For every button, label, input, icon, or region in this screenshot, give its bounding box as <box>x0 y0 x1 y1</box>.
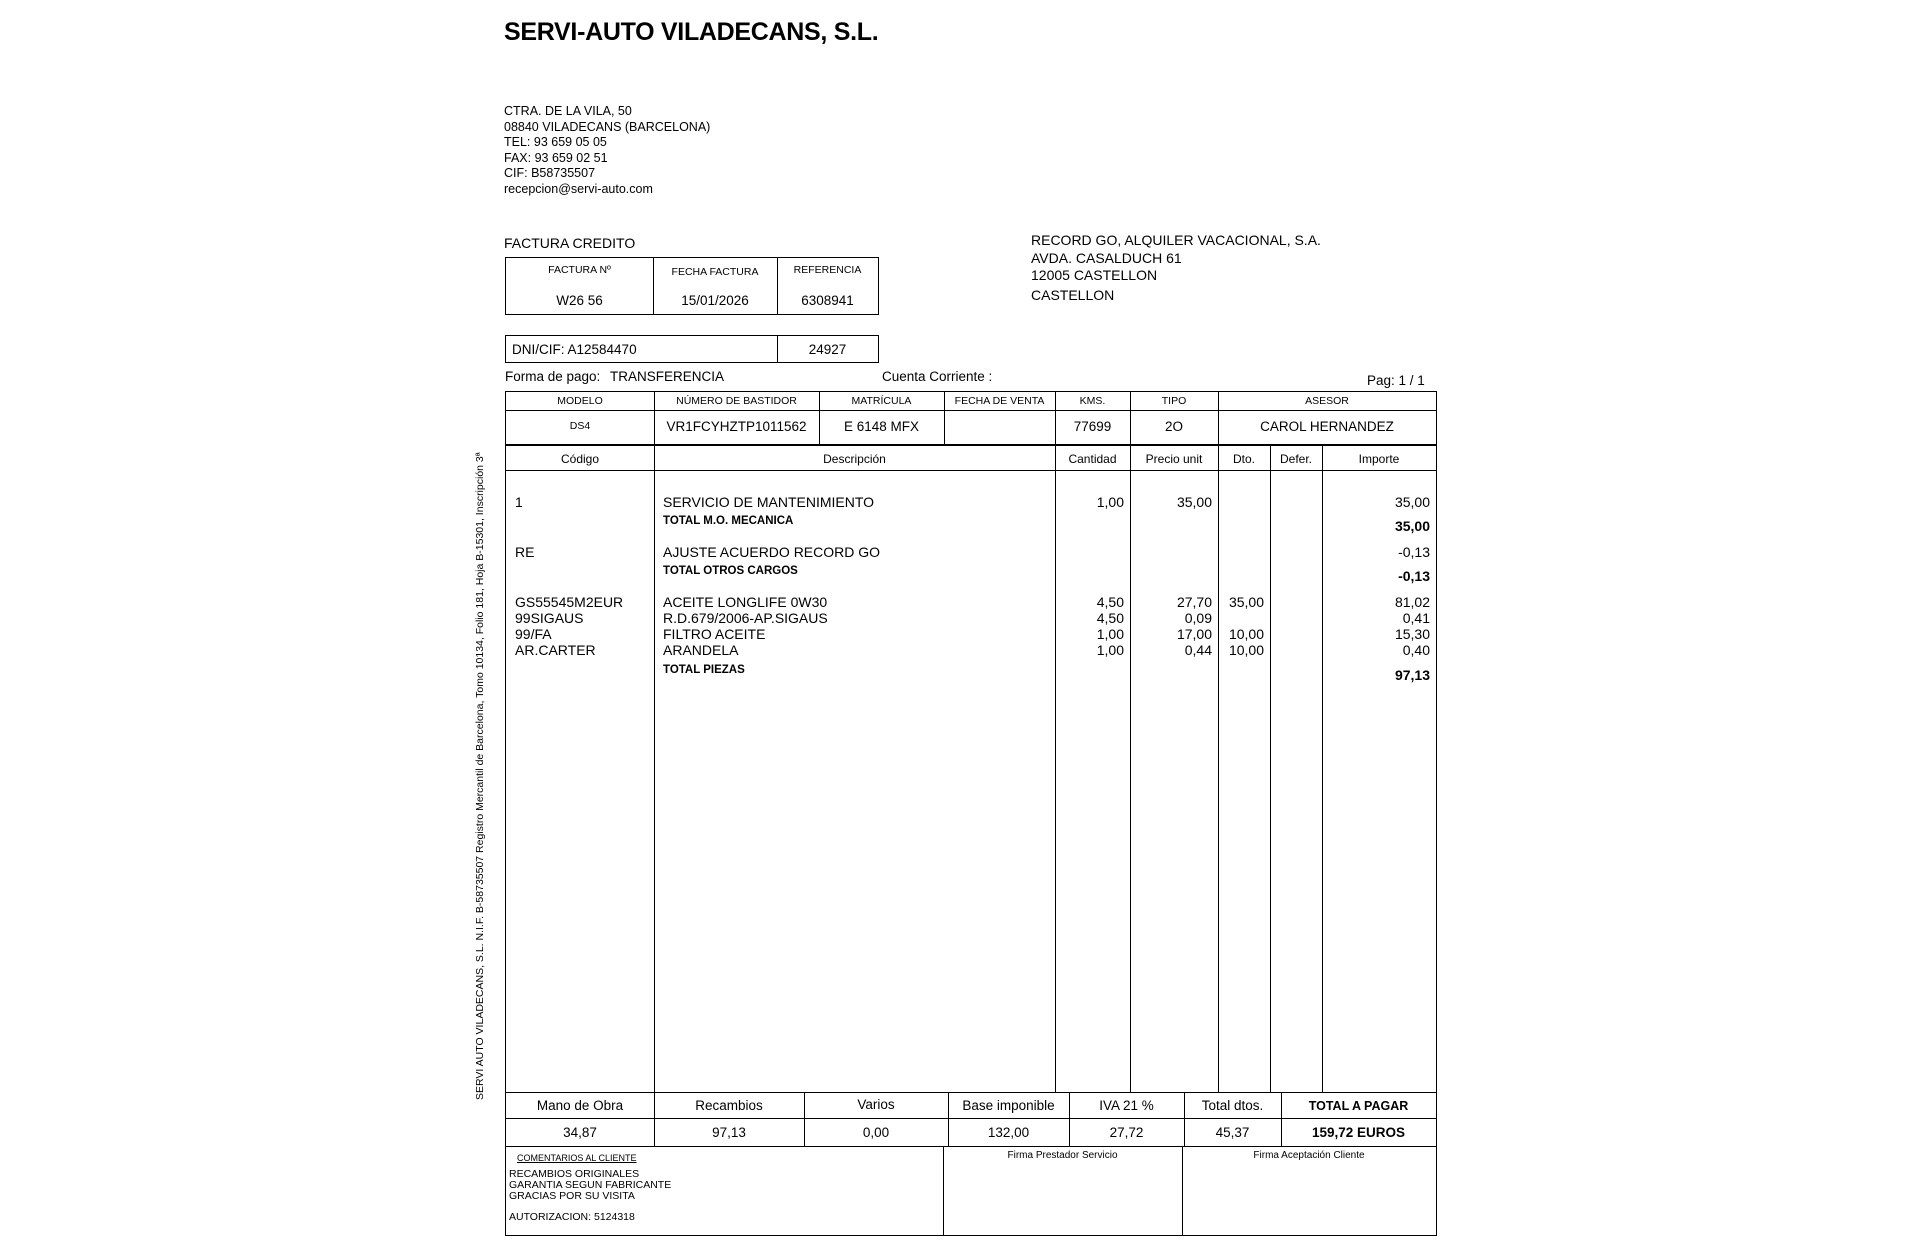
registry-note: SERVI AUTO VILADECANS, S.L. N.I.F. B-58735507 Registro Mercantil de Barcelona, Tomo 10134, Folio 181, Hoja B-15301, Inscripción 3ª <box>474 452 486 1100</box>
subtotal-label: TOTAL PIEZAS <box>663 664 745 676</box>
vehicle-vin: VR1FCYHZTP1011562 <box>666 419 807 434</box>
client-address <box>1031 232 1321 304</box>
total-taxable-base: 132,00 <box>987 1125 1030 1140</box>
lines-header-code: Código <box>560 452 600 466</box>
client-signature-label: Firma Aceptación Cliente <box>1253 1150 1365 1161</box>
lines-header-description: Descripción <box>823 452 886 466</box>
line-unit-price: 17,00 <box>1176 626 1212 642</box>
lines-header-quantity: Cantidad <box>1068 452 1117 466</box>
page-number: Pag: 1 / 1 <box>1367 373 1425 388</box>
vehicle-kms: 77699 <box>1073 419 1112 434</box>
fax-line: FAX: 93 659 02 51 <box>504 150 608 165</box>
line-amount: -0,13 <box>1398 544 1430 560</box>
line-quantity: 4,50 <box>1096 594 1124 610</box>
invoice-type: FACTURA CREDITO <box>504 235 636 251</box>
totals-table <box>505 1092 1437 1147</box>
invoice-date-header: FECHA FACTURA <box>671 266 759 278</box>
totals-header-vat: IVA 21 % <box>1099 1098 1154 1113</box>
line-unit-price: 0,09 <box>1184 610 1212 626</box>
line-quantity: 4,50 <box>1096 610 1124 626</box>
lines-header-amount: Importe <box>1358 452 1400 466</box>
comment-line: GRACIAS POR SU VISITA <box>509 1190 635 1202</box>
line-unit-price: 0,44 <box>1184 642 1212 658</box>
line-amount: 35,00 <box>1394 494 1430 510</box>
line-unit-price: 27,70 <box>1176 594 1212 610</box>
vehicle-model: DS4 <box>569 420 591 432</box>
client-city: 12005 CASTELLON <box>1031 267 1158 283</box>
client-name: RECORD GO, ALQUILER VACACIONAL, S.A. <box>1031 232 1321 248</box>
subtotal-amount: 35,00 <box>1394 518 1430 534</box>
line-code: 99/FA <box>515 626 552 642</box>
vehicle-header-kms: KMS. <box>1079 395 1106 407</box>
phone-line: TEL: 93 659 05 05 <box>504 135 607 150</box>
account-label: Cuenta Corriente : <box>882 369 993 384</box>
line-amount: 0,40 <box>1402 642 1430 658</box>
line-quantity: 1,00 <box>1096 642 1124 658</box>
dni-box <box>505 335 879 363</box>
line-description: FILTRO ACEITE <box>663 626 766 642</box>
total-labor: 34,87 <box>563 1125 597 1140</box>
comment-line: RECAMBIOS ORIGINALES <box>509 1168 640 1180</box>
line-unit-price: 35,00 <box>1176 494 1212 510</box>
totals-header-discounts: Total dtos. <box>1201 1098 1264 1113</box>
line-description: SERVICIO DE MANTENIMIENTO <box>663 494 875 510</box>
line-description: R.D.679/2006-AP.SIGAUS <box>663 610 828 626</box>
totals-header-misc: Varios <box>857 1097 895 1112</box>
client-street: AVDA. CASALDUCH 61 <box>1031 249 1182 266</box>
vehicle-header-vin: NÚMERO DE BASTIDOR <box>676 395 797 407</box>
line-discount: 10,00 <box>1228 626 1264 642</box>
lines-header-unit-price: Precio unit <box>1145 452 1203 466</box>
vehicle-table <box>505 391 1437 445</box>
subtotal-label: TOTAL M.O. MECANICA <box>663 515 794 527</box>
line-description: ACEITE LONGLIFE 0W30 <box>663 594 828 610</box>
invoice-reference-header: REFERENCIA <box>793 264 862 276</box>
authorization: AUTORIZACION: 5124318 <box>509 1211 635 1223</box>
provider-signature-label: Firma Prestador Servicio <box>1007 1150 1118 1161</box>
invoice-date: 15/01/2026 <box>681 293 749 308</box>
line-amount: 81,02 <box>1394 594 1430 610</box>
line-discount: 35,00 <box>1228 594 1264 610</box>
line-description: AJUSTE ACUERDO RECORD GO <box>663 544 881 560</box>
vehicle-type: 2O <box>1164 419 1183 434</box>
invoice-number: W26 56 <box>556 293 603 308</box>
dni-cif: DNI/CIF: A12584470 <box>512 342 637 357</box>
invoice-info-box <box>505 257 879 315</box>
invoice-number-header: FACTURA Nº <box>548 264 611 276</box>
invoice-reference: 6308941 <box>801 293 854 308</box>
payment-label: Forma de pago: <box>505 369 601 384</box>
line-description: ARANDELA <box>663 642 739 658</box>
vehicle-header-type: TIPO <box>1161 395 1187 407</box>
line-code: AR.CARTER <box>515 642 596 658</box>
line-quantity: 1,00 <box>1096 494 1124 510</box>
line-quantity: 1,00 <box>1096 626 1124 642</box>
line-code: 1 <box>515 494 523 510</box>
company-name: SERVI-AUTO VILADECANS, S.L. <box>504 18 879 46</box>
total-to-pay: 159,72 EUROS <box>1311 1125 1406 1140</box>
line-amount: 0,41 <box>1402 610 1430 626</box>
subtotal-amount: 97,13 <box>1394 667 1430 683</box>
cif-line: CIF: B58735507 <box>504 166 596 181</box>
total-vat: 27,72 <box>1109 1125 1144 1140</box>
address-line: CTRA. DE LA VILA, 50 <box>504 104 632 118</box>
lines-header-discount: Dto. <box>1232 452 1255 466</box>
vehicle-header-model: MODELO <box>557 395 603 407</box>
totals-header-taxable-base: Base imponible <box>962 1098 1055 1113</box>
company-address <box>504 104 710 198</box>
line-code: RE <box>515 544 535 560</box>
vehicle-plate: E 6148 MFX <box>843 419 920 434</box>
vehicle-header-advisor: ASESOR <box>1305 395 1349 407</box>
total-discounts: 45,37 <box>1215 1125 1250 1140</box>
line-code: GS55545M2EUR <box>515 594 624 610</box>
lines-header-deferred: Defer. <box>1279 452 1312 466</box>
subtotal-label: TOTAL OTROS CARGOS <box>663 565 798 577</box>
line-discount: 10,00 <box>1228 642 1264 658</box>
line-amount: 15,30 <box>1394 626 1430 642</box>
vehicle-header-sale-date: FECHA DE VENTA <box>954 395 1045 407</box>
subtotal-amount: -0,13 <box>1398 568 1430 584</box>
payment-method: TRANSFERENCIA <box>610 369 725 384</box>
total-misc: 0,00 <box>862 1125 890 1140</box>
vehicle-advisor: CAROL HERNANDEZ <box>1260 419 1394 434</box>
email-line: recepcion@servi-auto.com <box>504 181 653 196</box>
vehicle-header-plate: MATRÍCULA <box>851 395 912 407</box>
totals-header-parts: Recambios <box>695 1098 763 1113</box>
client-province: CASTELLON <box>1031 286 1115 303</box>
client-code: 24927 <box>808 342 847 357</box>
totals-header-total: TOTAL A PAGAR <box>1308 1099 1409 1113</box>
totals-header-labor: Mano de Obra <box>536 1098 624 1113</box>
comment-line: GARANTIA SEGUN FABRICANTE <box>509 1179 672 1191</box>
total-parts: 97,13 <box>712 1125 746 1140</box>
comments-title: COMENTARIOS AL CLIENTE <box>517 1153 637 1163</box>
line-code: 99SIGAUS <box>515 610 584 626</box>
address-line: 08840 VILADECANS (BARCELONA) <box>504 119 711 134</box>
comments <box>509 1169 671 1202</box>
footer-box <box>505 1146 1437 1236</box>
lines-table <box>505 445 1437 1093</box>
